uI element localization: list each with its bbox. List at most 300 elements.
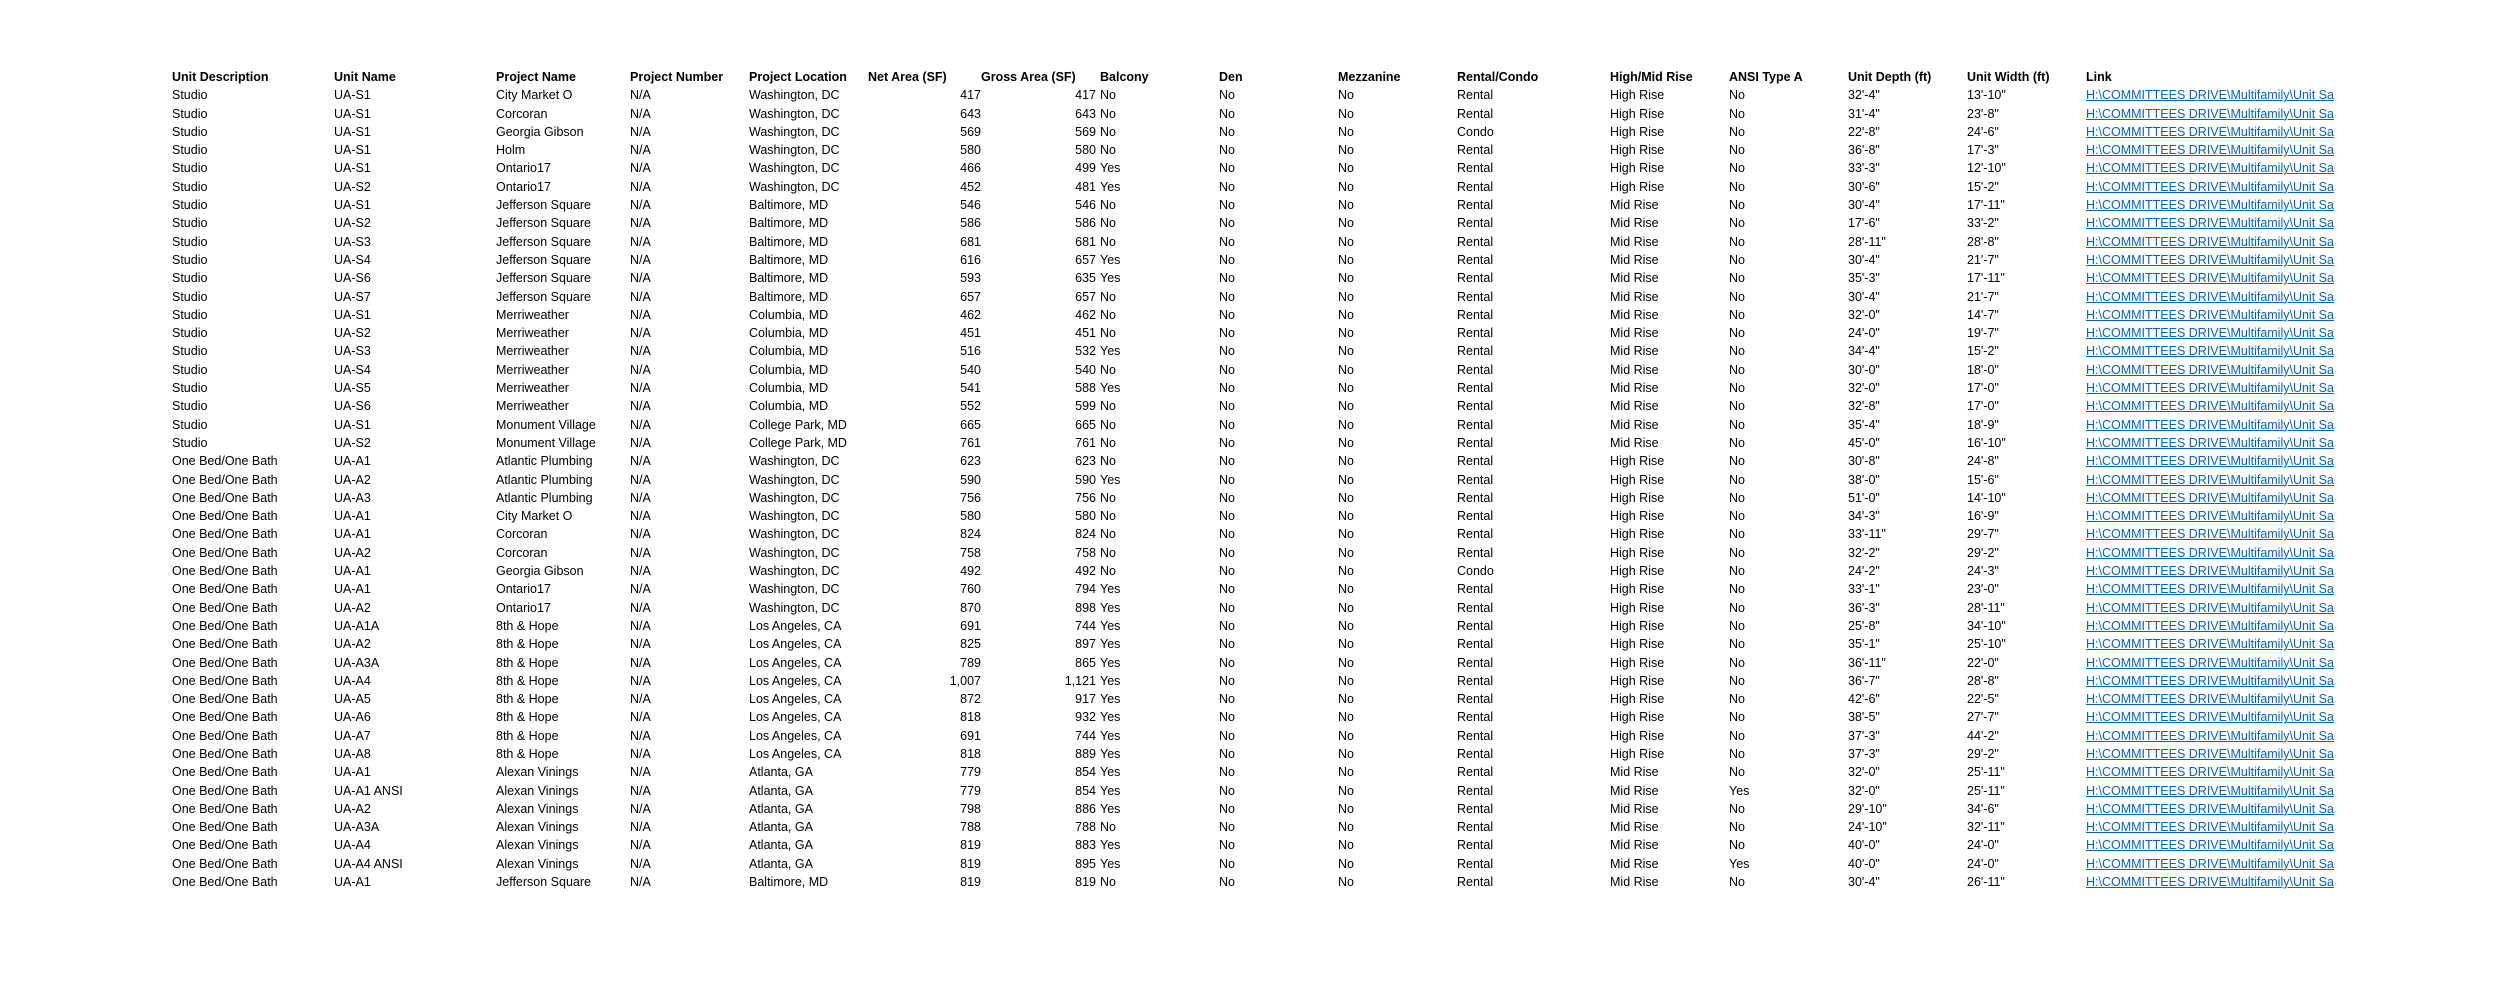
cell-net-area[interactable]: 569 [960, 124, 981, 139]
cell-project-location[interactable]: Washington, DC [749, 143, 840, 158]
cell-link[interactable]: H:\COMMITTEES DRIVE\Multifamily\Unit Sa [2086, 856, 2334, 871]
cell-balcony[interactable]: Yes [1100, 692, 1121, 707]
cell-project-location[interactable]: Columbia, MD [749, 326, 829, 341]
cell-link[interactable]: H:\COMMITTEES DRIVE\Multifamily\Unit Sa [2086, 124, 2334, 139]
cell-den[interactable]: No [1219, 490, 1235, 505]
cell-balcony[interactable]: No [1100, 454, 1116, 469]
cell-den[interactable]: No [1219, 838, 1235, 853]
cell-link[interactable]: H:\COMMITTEES DRIVE\Multifamily\Unit Sa [2086, 307, 2334, 322]
cell-project-number[interactable]: N/A [630, 454, 651, 469]
cell-project-number[interactable]: N/A [630, 820, 651, 835]
cell-unit-name[interactable]: UA-A1 [334, 582, 371, 597]
cell-balcony[interactable]: No [1100, 234, 1116, 249]
cell-project-location[interactable]: Atlanta, GA [749, 765, 813, 780]
cell-project-location[interactable]: Los Angeles, CA [749, 728, 842, 743]
cell-ansi-type-a[interactable]: No [1729, 143, 1745, 158]
cell-unit-depth[interactable]: 33'-3" [1848, 161, 1880, 176]
cell-mezzanine[interactable]: No [1338, 124, 1354, 139]
cell-project-number[interactable]: N/A [630, 564, 651, 579]
cell-project-location[interactable]: College Park, MD [749, 435, 847, 450]
cell-project-number[interactable]: N/A [630, 527, 651, 542]
cell-unit-description[interactable]: Studio [172, 216, 208, 231]
column-header-net-area[interactable]: Net Area (SF) [868, 70, 947, 84]
cell-unit-width[interactable]: 18'-9" [1967, 417, 1999, 432]
cell-net-area[interactable]: 546 [960, 198, 981, 213]
cell-den[interactable]: No [1219, 875, 1235, 890]
cell-unit-depth[interactable]: 28'-11" [1848, 234, 1886, 249]
cell-project-location[interactable]: Washington, DC [749, 490, 840, 505]
cell-unit-name[interactable]: UA-A2 [334, 472, 371, 487]
cell-project-name[interactable]: Merriweather [496, 381, 569, 396]
cell-project-location[interactable]: Baltimore, MD [749, 216, 829, 231]
cell-balcony[interactable]: Yes [1100, 765, 1121, 780]
cell-unit-name[interactable]: UA-A1 [334, 564, 371, 579]
cell-den[interactable]: No [1219, 252, 1235, 267]
cell-balcony[interactable]: No [1100, 216, 1116, 231]
column-header-balcony[interactable]: Balcony [1100, 70, 1149, 84]
cell-net-area[interactable]: 760 [960, 582, 981, 597]
cell-ansi-type-a[interactable]: No [1729, 600, 1745, 615]
cell-unit-name[interactable]: UA-A1 [334, 875, 371, 890]
cell-unit-width[interactable]: 17'-0" [1967, 399, 1999, 414]
cell-gross-area[interactable]: 794 [1075, 582, 1096, 597]
cell-link[interactable]: H:\COMMITTEES DRIVE\Multifamily\Unit Sa [2086, 527, 2334, 542]
cell-unit-description[interactable]: One Bed/One Bath [172, 564, 278, 579]
cell-den[interactable]: No [1219, 783, 1235, 798]
cell-high-mid-rise[interactable]: Mid Rise [1610, 381, 1659, 396]
cell-unit-description[interactable]: One Bed/One Bath [172, 820, 278, 835]
cell-rental-condo[interactable]: Rental [1457, 454, 1494, 469]
cell-project-number[interactable]: N/A [630, 655, 651, 670]
cell-link[interactable]: H:\COMMITTEES DRIVE\Multifamily\Unit Sa [2086, 435, 2334, 450]
cell-den[interactable]: No [1219, 179, 1235, 194]
cell-project-name[interactable]: Corcoran [496, 527, 548, 542]
cell-mezzanine[interactable]: No [1338, 527, 1354, 542]
cell-unit-name[interactable]: UA-A7 [334, 728, 371, 743]
cell-project-location[interactable]: Columbia, MD [749, 399, 829, 414]
cell-unit-name[interactable]: UA-S2 [334, 326, 371, 341]
cell-net-area[interactable]: 789 [960, 655, 981, 670]
cell-rental-condo[interactable]: Rental [1457, 289, 1494, 304]
cell-unit-description[interactable]: Studio [172, 106, 208, 121]
cell-unit-description[interactable]: Studio [172, 381, 208, 396]
cell-unit-name[interactable]: UA-A1 [334, 509, 371, 524]
cell-mezzanine[interactable]: No [1338, 307, 1354, 322]
cell-high-mid-rise[interactable]: Mid Rise [1610, 435, 1659, 450]
cell-net-area[interactable]: 451 [960, 326, 981, 341]
cell-unit-name[interactable]: UA-A2 [334, 801, 371, 816]
cell-high-mid-rise[interactable]: High Rise [1610, 582, 1665, 597]
cell-project-location[interactable]: Atlanta, GA [749, 783, 813, 798]
cell-high-mid-rise[interactable]: Mid Rise [1610, 875, 1659, 890]
cell-unit-description[interactable]: One Bed/One Bath [172, 618, 278, 633]
cell-project-number[interactable]: N/A [630, 692, 651, 707]
cell-unit-name[interactable]: UA-S6 [334, 271, 371, 286]
column-header-unit-description[interactable]: Unit Description [172, 70, 269, 84]
cell-project-number[interactable]: N/A [630, 289, 651, 304]
cell-unit-description[interactable]: One Bed/One Bath [172, 673, 278, 688]
cell-rental-condo[interactable]: Rental [1457, 307, 1494, 322]
cell-unit-name[interactable]: UA-A6 [334, 710, 371, 725]
cell-gross-area[interactable]: 895 [1075, 856, 1096, 871]
cell-high-mid-rise[interactable]: High Rise [1610, 564, 1665, 579]
cell-mezzanine[interactable]: No [1338, 801, 1354, 816]
cell-gross-area[interactable]: 417 [1075, 88, 1096, 103]
cell-ansi-type-a[interactable]: No [1729, 124, 1745, 139]
cell-balcony[interactable]: Yes [1100, 618, 1121, 633]
cell-den[interactable]: No [1219, 435, 1235, 450]
cell-unit-width[interactable]: 13'-10" [1967, 88, 2006, 103]
cell-rental-condo[interactable]: Condo [1457, 124, 1494, 139]
cell-high-mid-rise[interactable]: Mid Rise [1610, 783, 1659, 798]
cell-net-area[interactable]: 540 [960, 362, 981, 377]
cell-balcony[interactable]: No [1100, 326, 1116, 341]
cell-unit-name[interactable]: UA-S1 [334, 417, 371, 432]
cell-unit-width[interactable]: 17'-0" [1967, 381, 1999, 396]
cell-high-mid-rise[interactable]: High Rise [1610, 472, 1665, 487]
cell-gross-area[interactable]: 569 [1075, 124, 1096, 139]
cell-ansi-type-a[interactable]: No [1729, 509, 1745, 524]
cell-high-mid-rise[interactable]: Mid Rise [1610, 838, 1659, 853]
cell-ansi-type-a[interactable]: Yes [1729, 856, 1750, 871]
cell-link[interactable]: H:\COMMITTEES DRIVE\Multifamily\Unit Sa [2086, 490, 2334, 505]
cell-link[interactable]: H:\COMMITTEES DRIVE\Multifamily\Unit Sa [2086, 801, 2334, 816]
cell-link[interactable]: H:\COMMITTEES DRIVE\Multifamily\Unit Sa [2086, 582, 2334, 597]
cell-unit-description[interactable]: One Bed/One Bath [172, 692, 278, 707]
cell-ansi-type-a[interactable]: No [1729, 417, 1745, 432]
cell-high-mid-rise[interactable]: High Rise [1610, 124, 1665, 139]
cell-den[interactable]: No [1219, 454, 1235, 469]
cell-unit-depth[interactable]: 31'-4" [1848, 106, 1880, 121]
cell-unit-width[interactable]: 29'-7" [1967, 527, 1999, 542]
cell-project-number[interactable]: N/A [630, 637, 651, 652]
cell-project-name[interactable]: Atlantic Plumbing [496, 472, 593, 487]
cell-project-name[interactable]: Georgia Gibson [496, 124, 584, 139]
cell-link[interactable]: H:\COMMITTEES DRIVE\Multifamily\Unit Sa [2086, 399, 2334, 414]
cell-den[interactable]: No [1219, 198, 1235, 213]
cell-project-number[interactable]: N/A [630, 746, 651, 761]
cell-unit-depth[interactable]: 35'-1" [1848, 637, 1880, 652]
cell-balcony[interactable]: No [1100, 106, 1116, 121]
cell-unit-name[interactable]: UA-S2 [334, 435, 371, 450]
cell-high-mid-rise[interactable]: High Rise [1610, 710, 1665, 725]
cell-link[interactable]: H:\COMMITTEES DRIVE\Multifamily\Unit Sa [2086, 600, 2334, 615]
cell-unit-depth[interactable]: 30'-4" [1848, 875, 1880, 890]
cell-net-area[interactable]: 818 [960, 710, 981, 725]
cell-high-mid-rise[interactable]: High Rise [1610, 618, 1665, 633]
cell-project-number[interactable]: N/A [630, 435, 651, 450]
cell-ansi-type-a[interactable]: No [1729, 801, 1745, 816]
cell-unit-name[interactable]: UA-A2 [334, 600, 371, 615]
cell-gross-area[interactable]: 623 [1075, 454, 1096, 469]
cell-project-name[interactable]: 8th & Hope [496, 637, 559, 652]
column-header-gross-area[interactable]: Gross Area (SF) [981, 70, 1076, 84]
cell-project-name[interactable]: 8th & Hope [496, 728, 559, 743]
cell-unit-width[interactable]: 24'-0" [1967, 838, 1999, 853]
cell-den[interactable]: No [1219, 582, 1235, 597]
cell-balcony[interactable]: Yes [1100, 161, 1121, 176]
cell-high-mid-rise[interactable]: High Rise [1610, 490, 1665, 505]
cell-mezzanine[interactable]: No [1338, 289, 1354, 304]
column-header-den[interactable]: Den [1219, 70, 1243, 84]
cell-project-location[interactable]: Los Angeles, CA [749, 673, 842, 688]
cell-mezzanine[interactable]: No [1338, 783, 1354, 798]
cell-high-mid-rise[interactable]: Mid Rise [1610, 362, 1659, 377]
cell-den[interactable]: No [1219, 692, 1235, 707]
cell-unit-depth[interactable]: 42'-6" [1848, 692, 1880, 707]
column-header-unit-depth[interactable]: Unit Depth (ft) [1848, 70, 1932, 84]
cell-net-area[interactable]: 616 [960, 252, 981, 267]
cell-unit-depth[interactable]: 17'-6" [1848, 216, 1880, 231]
cell-net-area[interactable]: 580 [960, 509, 981, 524]
cell-link[interactable]: H:\COMMITTEES DRIVE\Multifamily\Unit Sa [2086, 692, 2334, 707]
cell-gross-area[interactable]: 788 [1075, 820, 1096, 835]
cell-unit-depth[interactable]: 30'-4" [1848, 198, 1880, 213]
cell-project-name[interactable]: Ontario17 [496, 582, 551, 597]
cell-den[interactable]: No [1219, 600, 1235, 615]
cell-project-name[interactable]: Jefferson Square [496, 234, 591, 249]
cell-project-location[interactable]: Los Angeles, CA [749, 637, 842, 652]
cell-den[interactable]: No [1219, 856, 1235, 871]
cell-ansi-type-a[interactable]: No [1729, 435, 1745, 450]
cell-unit-name[interactable]: UA-S4 [334, 252, 371, 267]
cell-rental-condo[interactable]: Rental [1457, 710, 1494, 725]
cell-unit-description[interactable]: One Bed/One Bath [172, 856, 278, 871]
cell-unit-width[interactable]: 25'-11" [1967, 783, 2005, 798]
cell-balcony[interactable]: No [1100, 88, 1116, 103]
cell-project-location[interactable]: Washington, DC [749, 472, 840, 487]
cell-link[interactable]: H:\COMMITTEES DRIVE\Multifamily\Unit Sa [2086, 234, 2334, 249]
cell-link[interactable]: H:\COMMITTEES DRIVE\Multifamily\Unit Sa [2086, 637, 2334, 652]
cell-mezzanine[interactable]: No [1338, 399, 1354, 414]
cell-project-number[interactable]: N/A [630, 856, 651, 871]
cell-ansi-type-a[interactable]: No [1729, 838, 1745, 853]
cell-rental-condo[interactable]: Rental [1457, 399, 1494, 414]
cell-link[interactable]: H:\COMMITTEES DRIVE\Multifamily\Unit Sa [2086, 198, 2334, 213]
cell-ansi-type-a[interactable]: No [1729, 582, 1745, 597]
cell-den[interactable]: No [1219, 271, 1235, 286]
cell-ansi-type-a[interactable]: No [1729, 545, 1745, 560]
cell-gross-area[interactable]: 580 [1075, 143, 1096, 158]
cell-high-mid-rise[interactable]: Mid Rise [1610, 344, 1659, 359]
cell-unit-name[interactable]: UA-A3 [334, 490, 371, 505]
cell-den[interactable]: No [1219, 673, 1235, 688]
cell-mezzanine[interactable]: No [1338, 637, 1354, 652]
cell-balcony[interactable]: No [1100, 143, 1116, 158]
cell-unit-name[interactable]: UA-S4 [334, 362, 371, 377]
cell-project-number[interactable]: N/A [630, 710, 651, 725]
cell-rental-condo[interactable]: Rental [1457, 344, 1494, 359]
cell-unit-name[interactable]: UA-S1 [334, 307, 371, 322]
cell-high-mid-rise[interactable]: Mid Rise [1610, 216, 1659, 231]
cell-balcony[interactable]: No [1100, 362, 1116, 377]
cell-unit-depth[interactable]: 32'-2" [1848, 545, 1880, 560]
cell-project-name[interactable]: 8th & Hope [496, 746, 559, 761]
cell-unit-description[interactable]: One Bed/One Bath [172, 765, 278, 780]
cell-unit-depth[interactable]: 30'-8" [1848, 454, 1880, 469]
cell-project-number[interactable]: N/A [630, 106, 651, 121]
cell-rental-condo[interactable]: Rental [1457, 655, 1494, 670]
cell-balcony[interactable]: Yes [1100, 838, 1121, 853]
cell-mezzanine[interactable]: No [1338, 362, 1354, 377]
cell-balcony[interactable]: No [1100, 820, 1116, 835]
cell-gross-area[interactable]: 886 [1075, 801, 1096, 816]
cell-unit-depth[interactable]: 35'-4" [1848, 417, 1880, 432]
cell-unit-description[interactable]: Studio [172, 362, 208, 377]
cell-unit-name[interactable]: UA-S1 [334, 124, 371, 139]
cell-unit-name[interactable]: UA-A3A [334, 655, 380, 670]
cell-project-location[interactable]: Baltimore, MD [749, 875, 829, 890]
cell-rental-condo[interactable]: Rental [1457, 198, 1494, 213]
cell-project-location[interactable]: Atlanta, GA [749, 856, 813, 871]
cell-project-number[interactable]: N/A [630, 801, 651, 816]
cell-unit-depth[interactable]: 29'-10" [1848, 801, 1887, 816]
cell-project-name[interactable]: Ontario17 [496, 179, 551, 194]
cell-mezzanine[interactable]: No [1338, 435, 1354, 450]
cell-unit-depth[interactable]: 30'-0" [1848, 362, 1880, 377]
cell-project-location[interactable]: Washington, DC [749, 161, 840, 176]
cell-unit-description[interactable]: One Bed/One Bath [172, 783, 278, 798]
cell-net-area[interactable]: 452 [960, 179, 981, 194]
cell-den[interactable]: No [1219, 472, 1235, 487]
cell-mezzanine[interactable]: No [1338, 271, 1354, 286]
cell-project-number[interactable]: N/A [630, 252, 651, 267]
cell-unit-name[interactable]: UA-S2 [334, 216, 371, 231]
cell-unit-name[interactable]: UA-A1 ANSI [334, 783, 403, 798]
cell-unit-description[interactable]: One Bed/One Bath [172, 875, 278, 890]
cell-project-number[interactable]: N/A [630, 472, 651, 487]
cell-gross-area[interactable]: 451 [1075, 326, 1096, 341]
cell-unit-description[interactable]: Studio [172, 271, 208, 286]
cell-balcony[interactable]: Yes [1100, 746, 1121, 761]
cell-ansi-type-a[interactable]: No [1729, 252, 1745, 267]
cell-project-name[interactable]: Jefferson Square [496, 875, 591, 890]
cell-unit-depth[interactable]: 51'-0" [1848, 490, 1880, 505]
cell-balcony[interactable]: No [1100, 545, 1116, 560]
cell-net-area[interactable]: 1,007 [949, 673, 981, 688]
cell-balcony[interactable]: Yes [1100, 783, 1121, 798]
cell-net-area[interactable]: 590 [960, 472, 981, 487]
cell-project-number[interactable]: N/A [630, 765, 651, 780]
cell-rental-condo[interactable]: Rental [1457, 838, 1494, 853]
cell-mezzanine[interactable]: No [1338, 161, 1354, 176]
cell-link[interactable]: H:\COMMITTEES DRIVE\Multifamily\Unit Sa [2086, 673, 2334, 688]
cell-project-location[interactable]: Columbia, MD [749, 344, 829, 359]
cell-balcony[interactable]: Yes [1100, 472, 1121, 487]
cell-unit-description[interactable]: One Bed/One Bath [172, 582, 278, 597]
cell-net-area[interactable]: 623 [960, 454, 981, 469]
cell-mezzanine[interactable]: No [1338, 472, 1354, 487]
cell-rental-condo[interactable]: Rental [1457, 252, 1494, 267]
cell-high-mid-rise[interactable]: High Rise [1610, 673, 1665, 688]
cell-project-name[interactable]: Monument Village [496, 417, 596, 432]
cell-net-area[interactable]: 516 [960, 344, 981, 359]
cell-unit-width[interactable]: 15'-2" [1967, 179, 1999, 194]
cell-balcony[interactable]: Yes [1100, 710, 1121, 725]
cell-project-name[interactable]: Corcoran [496, 106, 548, 121]
cell-unit-depth[interactable]: 34'-3" [1848, 509, 1880, 524]
column-header-project-location[interactable]: Project Location [749, 70, 847, 84]
cell-link[interactable]: H:\COMMITTEES DRIVE\Multifamily\Unit Sa [2086, 710, 2334, 725]
cell-link[interactable]: H:\COMMITTEES DRIVE\Multifamily\Unit Sa [2086, 783, 2334, 798]
cell-project-location[interactable]: Baltimore, MD [749, 289, 829, 304]
cell-mezzanine[interactable]: No [1338, 326, 1354, 341]
cell-high-mid-rise[interactable]: Mid Rise [1610, 801, 1659, 816]
cell-unit-depth[interactable]: 30'-4" [1848, 252, 1880, 267]
cell-project-name[interactable]: Corcoran [496, 545, 548, 560]
cell-unit-width[interactable]: 23'-8" [1967, 106, 1999, 121]
cell-unit-depth[interactable]: 38'-5" [1848, 710, 1880, 725]
cell-project-location[interactable]: Baltimore, MD [749, 198, 829, 213]
cell-unit-width[interactable]: 33'-2" [1967, 216, 1999, 231]
cell-project-name[interactable]: Jefferson Square [496, 216, 591, 231]
cell-ansi-type-a[interactable]: No [1729, 655, 1745, 670]
cell-link[interactable]: H:\COMMITTEES DRIVE\Multifamily\Unit Sa [2086, 326, 2334, 341]
cell-unit-depth[interactable]: 25'-8" [1848, 618, 1880, 633]
cell-link[interactable]: H:\COMMITTEES DRIVE\Multifamily\Unit Sa [2086, 564, 2334, 579]
cell-unit-width[interactable]: 34'-10" [1967, 618, 2006, 633]
cell-den[interactable]: No [1219, 509, 1235, 524]
cell-gross-area[interactable]: 586 [1075, 216, 1096, 231]
cell-link[interactable]: H:\COMMITTEES DRIVE\Multifamily\Unit Sa [2086, 106, 2334, 121]
cell-rental-condo[interactable]: Rental [1457, 490, 1494, 505]
cell-mezzanine[interactable]: No [1338, 856, 1354, 871]
cell-mezzanine[interactable]: No [1338, 600, 1354, 615]
cell-gross-area[interactable]: 635 [1075, 271, 1096, 286]
column-header-rental-condo[interactable]: Rental/Condo [1457, 70, 1539, 84]
cell-den[interactable]: No [1219, 88, 1235, 103]
cell-net-area[interactable]: 819 [960, 838, 981, 853]
cell-project-number[interactable]: N/A [630, 179, 651, 194]
cell-ansi-type-a[interactable]: No [1729, 564, 1745, 579]
cell-rental-condo[interactable]: Rental [1457, 582, 1494, 597]
cell-project-name[interactable]: Merriweather [496, 344, 569, 359]
cell-rental-condo[interactable]: Rental [1457, 216, 1494, 231]
cell-high-mid-rise[interactable]: Mid Rise [1610, 271, 1659, 286]
cell-rental-condo[interactable]: Condo [1457, 564, 1494, 579]
cell-project-location[interactable]: Los Angeles, CA [749, 655, 842, 670]
cell-link[interactable]: H:\COMMITTEES DRIVE\Multifamily\Unit Sa [2086, 161, 2334, 176]
cell-project-number[interactable]: N/A [630, 545, 651, 560]
cell-gross-area[interactable]: 854 [1075, 765, 1096, 780]
cell-project-name[interactable]: Ontario17 [496, 161, 551, 176]
cell-net-area[interactable]: 870 [960, 600, 981, 615]
cell-high-mid-rise[interactable]: Mid Rise [1610, 417, 1659, 432]
cell-balcony[interactable]: No [1100, 509, 1116, 524]
cell-project-location[interactable]: Washington, DC [749, 106, 840, 121]
cell-project-number[interactable]: N/A [630, 838, 651, 853]
cell-unit-description[interactable]: Studio [172, 417, 208, 432]
cell-project-name[interactable]: 8th & Hope [496, 618, 559, 633]
cell-project-name[interactable]: Merriweather [496, 326, 569, 341]
cell-net-area[interactable]: 466 [960, 161, 981, 176]
cell-high-mid-rise[interactable]: High Rise [1610, 692, 1665, 707]
cell-ansi-type-a[interactable]: No [1729, 875, 1745, 890]
cell-rental-condo[interactable]: Rental [1457, 417, 1494, 432]
cell-unit-width[interactable]: 29'-2" [1967, 746, 1999, 761]
cell-den[interactable]: No [1219, 417, 1235, 432]
cell-ansi-type-a[interactable]: No [1729, 179, 1745, 194]
cell-unit-depth[interactable]: 37'-3" [1848, 746, 1880, 761]
cell-rental-condo[interactable]: Rental [1457, 673, 1494, 688]
cell-unit-name[interactable]: UA-S2 [334, 179, 371, 194]
cell-high-mid-rise[interactable]: High Rise [1610, 637, 1665, 652]
cell-project-location[interactable]: Washington, DC [749, 179, 840, 194]
cell-high-mid-rise[interactable]: Mid Rise [1610, 856, 1659, 871]
cell-project-number[interactable]: N/A [630, 344, 651, 359]
cell-unit-description[interactable]: Studio [172, 234, 208, 249]
cell-unit-depth[interactable]: 36'-3" [1848, 600, 1880, 615]
